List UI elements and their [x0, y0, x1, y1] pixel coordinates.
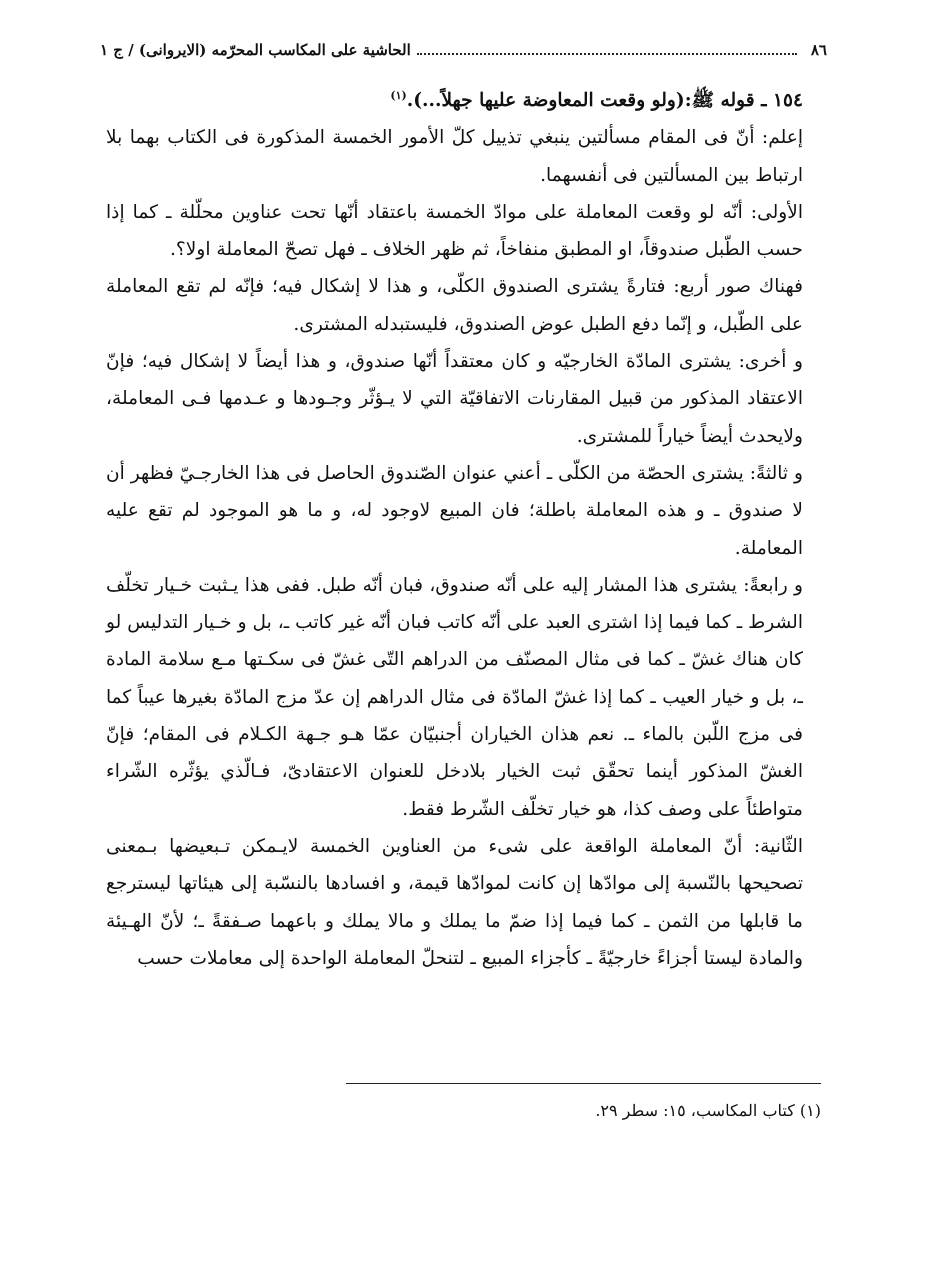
- paragraph: إعلم: أنّ فى المقام مسألتين ينبغي تذييل كلّ الأمور الخمسة المذكورة فى الكتاب بهما بلا ارتباط بين المسألتين فى أنفسهما.: [106, 127, 803, 186]
- section-heading: [106, 82, 821, 119]
- paragraph: و أخرى: يشترى المادّة الخارجيّه و كان معتقداً أنّها صندوق، و هذا أيضاً لا إشكال فيه؛ فإنّ الاعتقاد المذكور من قبيل المقارنات الاتفاقيّة التي لا يـؤثّر وجـودها و عـدمها فـى المعاملة، ولايحدث أيضاً خياراً للمشترى.: [106, 351, 803, 447]
- main-text: [106, 82, 821, 977]
- paragraph: و رابعةً: يشترى هذا المشار إليه على أنّه صندوق، فبان أنّه طبل. ففى هذا يـثبت خـيار تخلّف الشرط ـ كما فيما إذا اشترى العبد على أنّه كاتب فبان أنّه غير كاتب ـ، بل و خـيار التدليس لو كان هناك غشّ ـ كما فى مثال المصنّف من الدراهم التّى غشّ فى سكـتها مـع سلامة المادة ـ، بل و خيار العيب ـ كما إذا غشّ المادّة فى مثال الدراهم إن عدّ مزج المادّة بغيرها عيباً كما فى مزج اللّبن بالماء ـ. نعم هذان الخياران أجنبيّان عمّا هـو جـهة الكـلام فى المقام؛ فإنّ الغشّ المذكور أينما تحقّق ثبت الخيار بلادخل للعنوان الاعتقادىّ، فـالّذي يؤثّره الشّراء متواطئاً على وصف كذا، هو خيار تخلّف الشّرط فقط.: [106, 574, 803, 820]
- paragraph: الأولى: أنّه لو وقعت المعاملة على موادّ الخمسة باعتقاد أنّها تحت عناوين محلّلة ـ كما إذا حسب الطّبل صندوقاً، او المطبق منفاخاً، ثم ظهر الخلاف ـ فهل تصحّ المعاملة اولا؟.: [106, 201, 803, 261]
- footnote: (١) كتاب المكاسب، ١٥: سطر ٢٩.: [595, 1101, 821, 1120]
- paragraph: و ثالثةً: يشترى الحصّة من الكلّى ـ أعني عنوان الصّندوق الحاصل فى هذا الخارجـيّ فظهر أن لا صندوق ـ و هذه المعاملة باطلة؛ فان المبيع لاوجود له، و ما هو الموجود لم تقع عليه المعاملة.: [106, 462, 803, 559]
- running-title: الحاشية على المكاسب المحرّمه (الايروانى) / ج ١: [100, 41, 411, 59]
- footnote-marker: (١): [390, 88, 407, 102]
- section-heading-text: ١٥٤ ـ قوله ﷺ:(ولو وقعت المعاوضة عليها جهلاً...).: [406, 90, 803, 111]
- paragraph: الثّانية: أنّ المعاملة الواقعة على شىء من العناوين الخمسة لايـمكن تـبعيضها بـمعنى تصحيحها بالنّسبة إلى موادّها إن كانت لموادّها قيمة، و افسادها بالنسّبة إلى هيئاتها ليسترجع ما قابلها من الثمن ـ كما فيما إذا ضمّ ما يملك و مالا يملك و باعهما صـفقةً ـ؛ لأنّ الهـيئة والمادة ليستا أجزاءً خارجيّةً ـ كأجزاء المبيع ـ لتنحلّ المعاملة الواحدة إلى معاملات حسب: [106, 835, 803, 969]
- paragraph: فهناك صور أربع: فتارةً يشترى الصندوق الكلّى، و هذا لا إشكال فيه؛ فإنّه لم تقع المعاملة على الطّبل، و إنّما دفع الطبل عوض الصندوق، فليستبدله المشترى.: [106, 276, 803, 335]
- header-dotted-leader: [417, 53, 797, 55]
- page-number: ٨٦: [810, 41, 827, 59]
- footnote-divider: [346, 1083, 821, 1084]
- page-header: [100, 36, 827, 64]
